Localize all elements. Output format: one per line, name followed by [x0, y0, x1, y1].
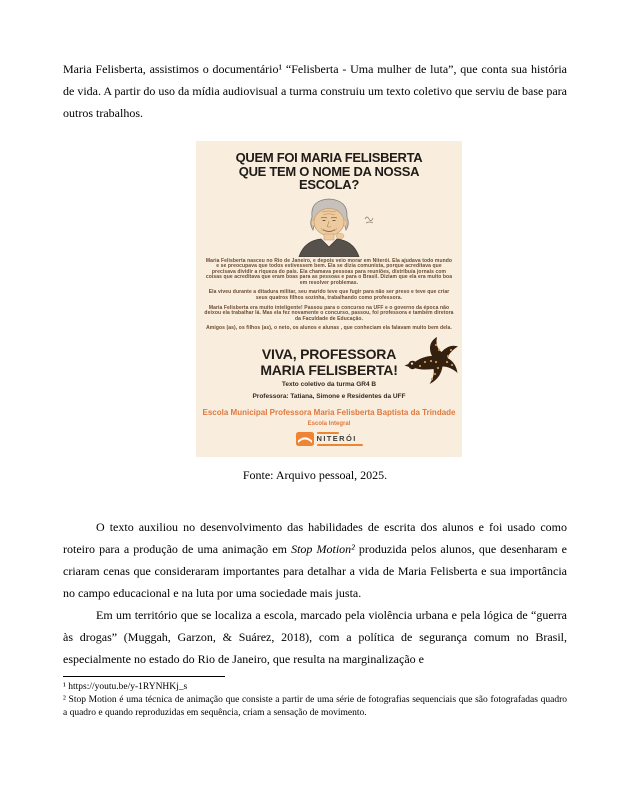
paragraph-intro: Maria Felisberta, assistimos o documentário¹ “Felisberta - Uma mulher de luta”, que conta sua história de vida. A partir do uso da mídia audiovisual a turma construiu um texto coletivo que serviu de base para outros trabalhos.: [63, 62, 567, 120]
poster-credit-line-2: Professora: Tatiana, Simone e Residentes da UFF: [252, 392, 406, 400]
footnote-separator: [63, 676, 225, 677]
poster-title: QUEM FOI MARIA FELISBERTA QUE TEM O NOME DA NOSSA ESCOLA?: [235, 150, 423, 192]
figure-caption: Fonte: Arquivo pessoal, 2025.: [242, 468, 388, 482]
niteroi-logo-text: [317, 432, 363, 446]
stop-motion-italic: Stop Motion²: [291, 542, 355, 556]
logo-lower-tagline: [317, 444, 363, 446]
paragraph-stopmotion-before: O texto auxiliou no desenvolvimento das habilidades de escrita dos alunos e foi usado como roteiro para a produção de uma animação em: [63, 520, 567, 556]
paragraph-stopmotion: [63, 516, 567, 604]
bird-icon: [403, 335, 459, 389]
portrait-illustration: [281, 195, 377, 257]
paragraph-territorio: Em um território que se localiza a escola, marcado pela violência urbana e pela lógica de “guerra às drogas” (Muggah, Garzon, & Suárez, 2018), com a política de segurança comum no Brasil, especialmente no estado do Rio de Janeiro, que resulta na marginalização e: [63, 608, 567, 666]
poster-school-type: Escola Integral: [307, 421, 351, 428]
poster-paragraph-1: Maria Felisberta nasceu no Rio de Janeiro, e depois veio morar em Niterói. Ela ajudava todo mundo e se preocupava que todos estivessem bem. Ela se dizia comunista, porque acreditava que precisava dividir a riqueza do país. Ela chamava pessoas para reuniões, distribuía jornais com coisas que acreditava que eram boas para as pessoas e para o Brasil. Diziam que ela era muito boa em resolver problemas.: [205, 257, 453, 286]
niteroi-logo-mark-icon: [296, 432, 314, 446]
main-text-block: [63, 516, 567, 670]
poster-slogan: VIVA, PROFESSORA MARIA FELISBERTA!: [260, 346, 398, 379]
poster-credit-line-1: Texto coletivo da turma GR4 B: [281, 381, 377, 389]
intro-block: [63, 58, 567, 124]
paragraph-stopmotion-after: produzida pelos alunos, que desenharam e criaram cenas que consideraram importantes para detalhar a vida de Maria Felisberta e sua importância no campo educacional e na luta por uma sociedade mais justa.: [63, 542, 567, 600]
logo-wordmark: NITERÓI: [316, 434, 357, 444]
footnote-1: ¹ https://youtu.be/y-1RYNHKj_s: [63, 682, 188, 692]
poster-paragraph-4: Amigos (as), os filhos (as), o neto, os alunos e alunas , que conheciam ela falavam muito bem dela.: [206, 325, 452, 332]
poster-figure: [196, 141, 462, 457]
niteroi-logo: [196, 432, 462, 446]
poster-school-name: Escola Municipal Professora Maria Felisberta Baptista da Trindade: [202, 408, 456, 418]
poster-paragraph-3: Maria Felisberta era muito inteligente! Passou para o concurso na UFF e o governo da época não deixou ela trabalhar lá. Mas ela fez novamente o concurso, passou, foi professora e também diretora da Faculdade de Educação.: [204, 304, 454, 322]
elderly-woman-sketch-icon: [281, 195, 377, 257]
poster-paragraph-2: Ela viveu durante a ditadura militar, seu marido teve que fugir para não ser preso e teve que criar seus quatros filhos sozinha, trabalhando como professora.: [208, 289, 450, 302]
poster-body-text: [204, 259, 454, 333]
footnote-2: ² Stop Motion é uma técnica de animação que consiste a partir de uma série de fotografias sequenciais que são fotografadas quadro a quadro e quando reproduzidas em sequência, criam a sensação de movimento.: [63, 695, 567, 718]
footnotes-section: [63, 676, 567, 720]
